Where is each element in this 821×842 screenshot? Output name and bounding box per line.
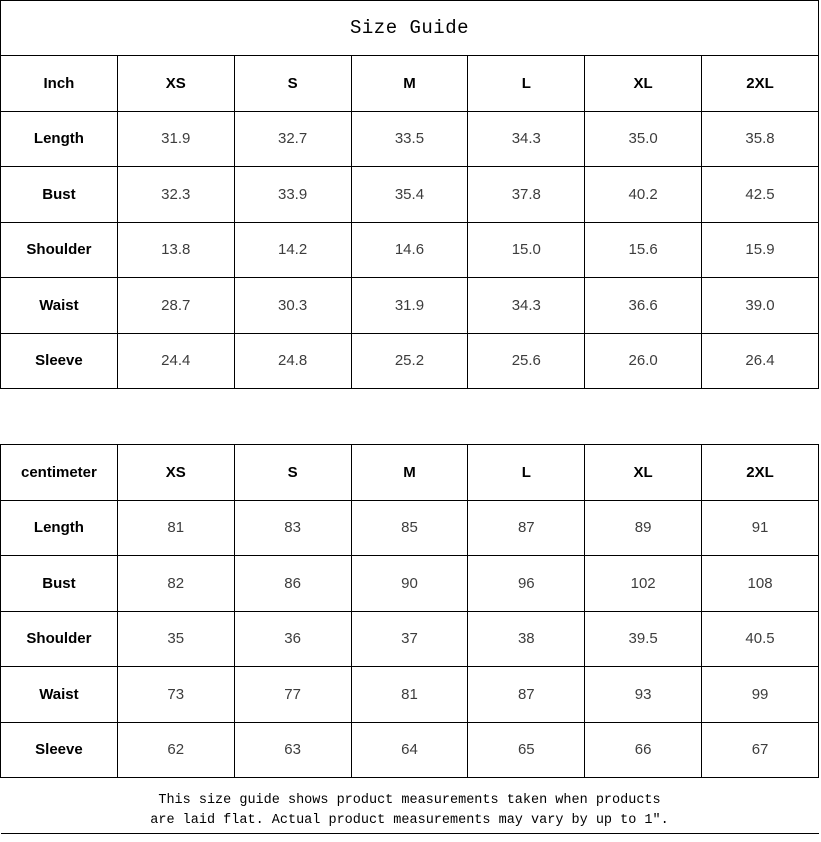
row-label: Shoulder (1, 222, 118, 278)
cell-value: 25.2 (351, 333, 468, 389)
cell-value: 39.0 (702, 278, 819, 334)
cell-value: 24.8 (234, 333, 351, 389)
spacer-cell (1, 389, 819, 445)
cell-value: 15.6 (585, 222, 702, 278)
cell-value: 40.5 (702, 611, 819, 667)
column-header-xl: XL (585, 445, 702, 501)
cell-value: 34.3 (468, 278, 585, 334)
title-row (1, 1, 819, 56)
cell-value: 24.4 (117, 333, 234, 389)
column-header-l: L (468, 56, 585, 112)
column-header-m: M (351, 445, 468, 501)
table-row-inch-bust (1, 167, 819, 223)
cell-value: 87 (468, 667, 585, 723)
row-label: Waist (1, 278, 118, 334)
column-header-xs: XS (117, 56, 234, 112)
cell-value: 15.0 (468, 222, 585, 278)
cell-value: 35 (117, 611, 234, 667)
cell-value: 90 (351, 556, 468, 612)
cell-value: 35.8 (702, 111, 819, 167)
cell-value: 63 (234, 722, 351, 778)
cell-value: 32.7 (234, 111, 351, 167)
row-label: Sleeve (1, 333, 118, 389)
cell-value: 33.9 (234, 167, 351, 223)
cell-value: 14.6 (351, 222, 468, 278)
footer-note-line2: are laid flat. Actual product measurements may vary by up to 1″. (150, 812, 669, 828)
row-label: Length (1, 111, 118, 167)
cell-value: 77 (234, 667, 351, 723)
table-row-cm-waist (1, 667, 819, 723)
cell-value: 15.9 (702, 222, 819, 278)
footer-note-line1: This size guide shows product measurements taken when products (158, 793, 661, 808)
cell-value: 28.7 (117, 278, 234, 334)
cell-value: 65 (468, 722, 585, 778)
column-header-s: S (234, 56, 351, 112)
cell-value: 30.3 (234, 278, 351, 334)
cell-value: 73 (117, 667, 234, 723)
cell-value: 102 (585, 556, 702, 612)
cell-value: 87 (468, 500, 585, 556)
cell-value: 85 (351, 500, 468, 556)
cell-value: 82 (117, 556, 234, 612)
footer-row (1, 778, 819, 834)
cell-value: 39.5 (585, 611, 702, 667)
cell-value: 66 (585, 722, 702, 778)
cell-value: 35.0 (585, 111, 702, 167)
column-header-2xl: 2XL (702, 445, 819, 501)
row-label: Bust (1, 556, 118, 612)
cell-value: 86 (234, 556, 351, 612)
cell-value: 64 (351, 722, 468, 778)
row-label: Shoulder (1, 611, 118, 667)
cell-value: 81 (351, 667, 468, 723)
table-row-inch-length (1, 111, 819, 167)
column-header-xs: XS (117, 445, 234, 501)
cell-value: 37 (351, 611, 468, 667)
cell-value: 81 (117, 500, 234, 556)
footer-note (1, 778, 819, 830)
table-row-inch-shoulder (1, 222, 819, 278)
cell-value: 31.9 (117, 111, 234, 167)
cell-value: 33.5 (351, 111, 468, 167)
cell-value: 91 (702, 500, 819, 556)
cell-value: 14.2 (234, 222, 351, 278)
cell-value: 108 (702, 556, 819, 612)
cell-value: 89 (585, 500, 702, 556)
inch-unit-label: Inch (1, 56, 118, 112)
column-header-s: S (234, 445, 351, 501)
table-row-inch-waist (1, 278, 819, 334)
cell-value: 26.4 (702, 333, 819, 389)
cell-value: 67 (702, 722, 819, 778)
column-header-m: M (351, 56, 468, 112)
row-label: Waist (1, 667, 118, 723)
cell-value: 38 (468, 611, 585, 667)
table-row-cm-sleeve (1, 722, 819, 778)
row-label: Bust (1, 167, 118, 223)
cell-value: 35.4 (351, 167, 468, 223)
table-row-cm-bust (1, 556, 819, 612)
column-header-l: L (468, 445, 585, 501)
cell-value: 13.8 (117, 222, 234, 278)
cell-value: 36.6 (585, 278, 702, 334)
row-label: Sleeve (1, 722, 118, 778)
page-title: Size Guide (1, 1, 819, 56)
centimeter-unit-label: centimeter (1, 445, 118, 501)
cell-value: 83 (234, 500, 351, 556)
cell-value: 31.9 (351, 278, 468, 334)
inch-header-row (1, 56, 819, 112)
cell-value: 36 (234, 611, 351, 667)
footer-cell (1, 778, 819, 834)
table-row-cm-shoulder (1, 611, 819, 667)
cell-value: 99 (702, 667, 819, 723)
cell-value: 93 (585, 667, 702, 723)
cell-value: 25.6 (468, 333, 585, 389)
cell-value: 96 (468, 556, 585, 612)
cell-value: 34.3 (468, 111, 585, 167)
cell-value: 62 (117, 722, 234, 778)
column-header-xl: XL (585, 56, 702, 112)
column-header-2xl: 2XL (702, 56, 819, 112)
cell-value: 40.2 (585, 167, 702, 223)
cell-value: 32.3 (117, 167, 234, 223)
centimeter-header-row (1, 445, 819, 501)
cell-value: 37.8 (468, 167, 585, 223)
row-label: Length (1, 500, 118, 556)
table-row-cm-length (1, 500, 819, 556)
cell-value: 42.5 (702, 167, 819, 223)
spacer-row (1, 389, 819, 445)
table-row-inch-sleeve (1, 333, 819, 389)
cell-value: 26.0 (585, 333, 702, 389)
